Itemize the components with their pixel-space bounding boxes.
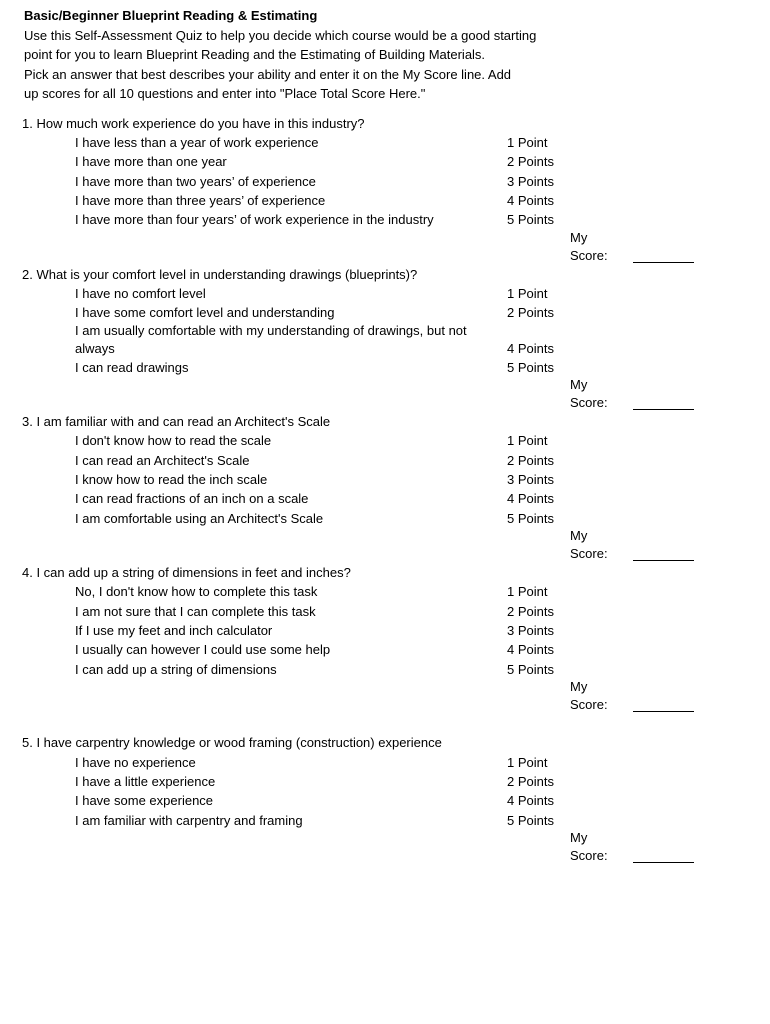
answer-option: I can read drawings xyxy=(75,360,189,375)
intro-line: Use this Self-Assessment Quiz to help you decide which course would be a good starting xyxy=(24,28,537,43)
answer-points: 3 Points xyxy=(507,472,554,487)
answer-points: 2 Points xyxy=(507,604,554,619)
score-label: Score: xyxy=(570,395,608,410)
answer-option: No, I don't know how to complete this task xyxy=(75,584,318,599)
question-4: 4. I can add up a string of dimensions in feet and inches? xyxy=(22,565,351,580)
answer-points: 2 Points xyxy=(507,774,554,789)
answer-option: I can add up a string of dimensions xyxy=(75,662,277,677)
score-entry-line[interactable] xyxy=(633,711,694,712)
answer-points: 5 Points xyxy=(507,511,554,526)
score-label: My xyxy=(570,230,588,245)
score-label: My xyxy=(570,830,588,845)
answer-option: I have more than three years’ of experience xyxy=(75,193,326,208)
score-entry-line[interactable] xyxy=(633,862,694,863)
answer-option: I have some comfort level and understanding xyxy=(75,305,335,320)
question-3: 3. I am familiar with and can read an Architect's Scale xyxy=(22,414,331,429)
answer-points: 4 Points xyxy=(507,341,554,356)
answer-points: 2 Points xyxy=(507,305,554,320)
answer-option: I have a little experience xyxy=(75,774,216,789)
intro-line: point for you to learn Blueprint Reading and the Estimating of Building Materials. xyxy=(24,47,486,62)
answer-option: I have more than two years’ of experience xyxy=(75,174,316,189)
answer-points: 4 Points xyxy=(507,642,554,657)
score-entry-line[interactable] xyxy=(633,409,694,410)
answer-option: I am usually comfortable with my understanding of drawings, but not xyxy=(75,323,467,338)
page-title: Basic/Beginner Blueprint Reading & Estimating xyxy=(24,8,318,23)
answer-option: I have more than one year xyxy=(75,154,227,169)
answer-points: 5 Points xyxy=(507,360,554,375)
answer-points: 1 Point xyxy=(507,286,548,301)
answer-points: 3 Points xyxy=(507,623,554,638)
answer-points: 5 Points xyxy=(507,813,554,828)
answer-option: I have no experience xyxy=(75,755,196,770)
score-label: My xyxy=(570,679,588,694)
answer-option: I have some experience xyxy=(75,793,214,808)
intro-line: Pick an answer that best describes your ability and enter it on the My Score line. Add xyxy=(24,67,512,82)
answer-points: 1 Point xyxy=(507,755,548,770)
answer-points: 4 Points xyxy=(507,491,554,506)
answer-option: I usually can however I could use some help xyxy=(75,642,331,657)
answer-points: 5 Points xyxy=(507,662,554,677)
score-entry-line[interactable] xyxy=(633,560,694,561)
answer-option: always xyxy=(75,341,115,356)
answer-option: I know how to read the inch scale xyxy=(75,472,268,487)
answer-points: 2 Points xyxy=(507,453,554,468)
answer-points: 4 Points xyxy=(507,193,554,208)
answer-points: 4 Points xyxy=(507,793,554,808)
answer-option: I can read an Architect's Scale xyxy=(75,453,250,468)
score-label: Score: xyxy=(570,248,608,263)
answer-option: If I use my feet and inch calculator xyxy=(75,623,273,638)
question-5: 5. I have carpentry knowledge or wood framing (construction) experience xyxy=(22,735,442,750)
answer-points: 1 Point xyxy=(507,584,548,599)
score-label: My xyxy=(570,377,588,392)
intro-line: up scores for all 10 questions and enter into "Place Total Score Here." xyxy=(24,86,426,101)
score-label: Score: xyxy=(570,546,608,561)
answer-option: I have more than four years’ of work experience in the industry xyxy=(75,212,434,227)
score-label: Score: xyxy=(570,848,608,863)
answer-option: I am familiar with carpentry and framing xyxy=(75,813,303,828)
answer-option: I have less than a year of work experience xyxy=(75,135,319,150)
score-label: My xyxy=(570,528,588,543)
answer-points: 1 Point xyxy=(507,135,548,150)
answer-option: I can read fractions of an inch on a scale xyxy=(75,491,309,506)
answer-points: 2 Points xyxy=(507,154,554,169)
answer-option: I am not sure that I can complete this task xyxy=(75,604,316,619)
answer-points: 5 Points xyxy=(507,212,554,227)
question-2: 2. What is your comfort level in understanding drawings (blueprints)? xyxy=(22,267,418,282)
score-entry-line[interactable] xyxy=(633,262,694,263)
answer-option: I have no comfort level xyxy=(75,286,206,301)
answer-option: I don't know how to read the scale xyxy=(75,433,272,448)
question-1: 1. How much work experience do you have in this industry? xyxy=(22,116,365,131)
score-label: Score: xyxy=(570,697,608,712)
answer-points: 1 Point xyxy=(507,433,548,448)
answer-option: I am comfortable using an Architect's Scale xyxy=(75,511,324,526)
answer-points: 3 Points xyxy=(507,174,554,189)
